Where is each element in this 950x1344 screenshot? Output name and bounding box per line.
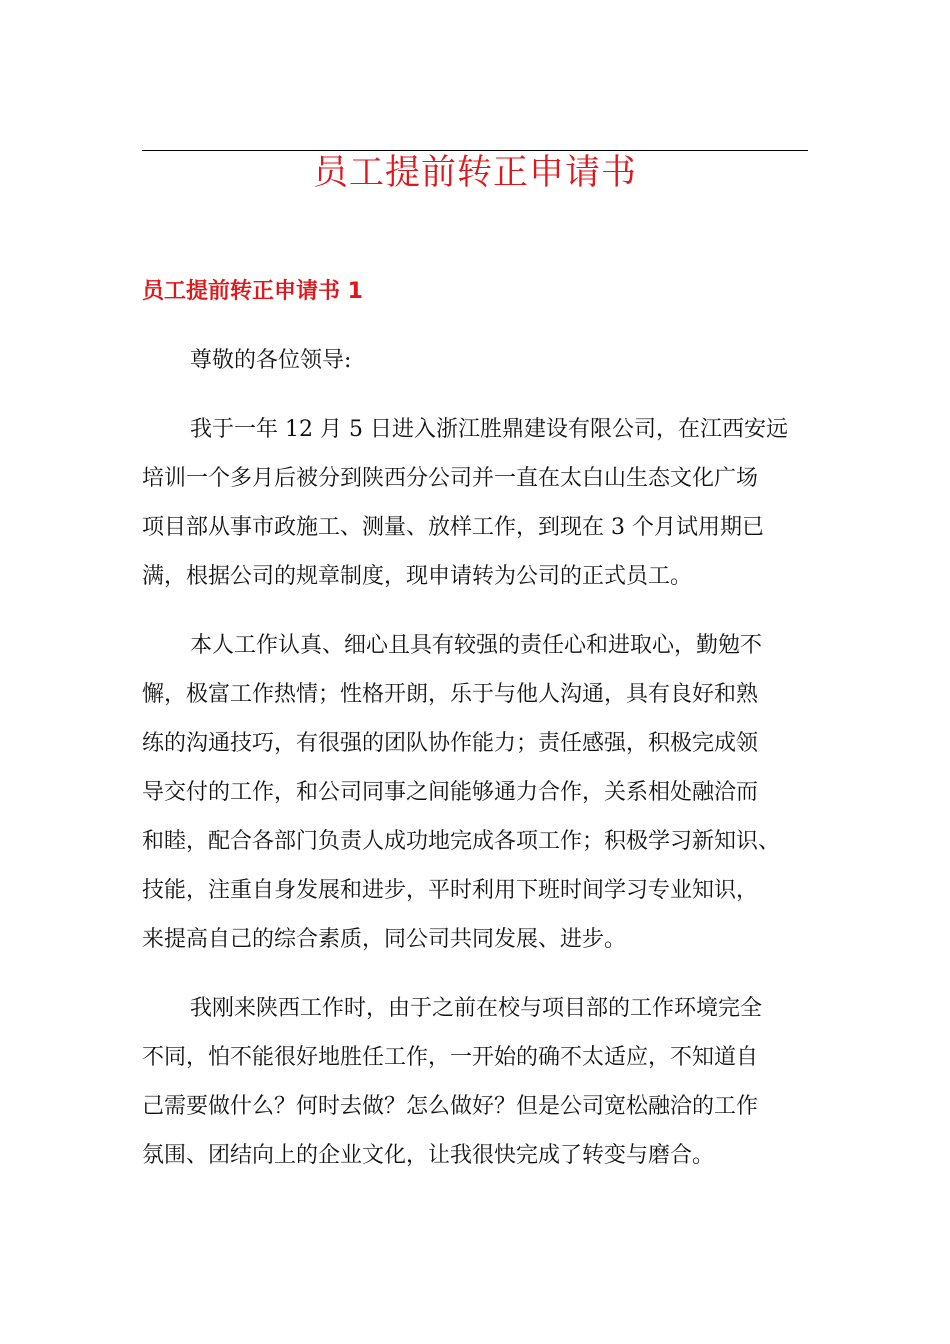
paragraph-line: 不同，怕不能很好地胜任工作，一开始的确不太适应，不知道自 (142, 1045, 759, 1070)
paragraph-2 (142, 621, 812, 964)
paragraph-line: 导交付的工作，和公司同事之间能够通力合作，关系相处融洽而 (142, 780, 759, 805)
paragraph-line: 氛围、团结向上的企业文化，让我很快完成了转变与磨合。 (142, 1143, 715, 1168)
paragraph-line: 练的沟通技巧，有很强的团队协作能力；责任感强，积极完成领 (142, 731, 759, 756)
document-title: 员工提前转正申请书 (312, 153, 637, 193)
letter-body (142, 337, 812, 1200)
paragraph-line: 满，根据公司的规章制度，现申请转为公司的正式员工。 (142, 564, 693, 589)
section-heading: 员工提前转正申请书 1 (142, 279, 363, 304)
paragraph-line: 懈，极富工作热情；性格开朗，乐于与他人沟通，具有良好和熟 (142, 682, 759, 707)
paragraph-line: 来提高自己的综合素质，同公司共同发展、进步。 (142, 927, 627, 952)
paragraph-line: 技能，注重自身发展和进步，平时利用下班时间学习专业知识， (142, 878, 759, 903)
salutation: 尊敬的各位领导: (190, 348, 352, 373)
paragraph-3 (142, 984, 812, 1180)
paragraph-line: 我于一年 12 月 5 日进入浙江胜鼎建设有限公司，在江西安远 (190, 417, 788, 442)
paragraph-line: 培训一个多月后被分到陕西分公司并一直在太白山生态文化广场 (142, 466, 759, 491)
paragraph-line: 己需要做什么？何时去做？怎么做好？但是公司宽松融洽的工作 (142, 1094, 759, 1119)
paragraph-1 (142, 405, 812, 601)
paragraph-line: 项目部从事市政施工、测量、放样工作，到现在 3 个月试用期已 (142, 515, 764, 540)
paragraph-line: 和睦，配合各部门负责人成功地完成各项工作；积极学习新知识、 (142, 829, 781, 854)
paragraph-line: 本人工作认真、细心且具有较强的责任心和进取心，勤勉不 (190, 633, 763, 658)
paragraph-line: 我刚来陕西工作时，由于之前在校与项目部的工作环境完全 (190, 996, 763, 1021)
